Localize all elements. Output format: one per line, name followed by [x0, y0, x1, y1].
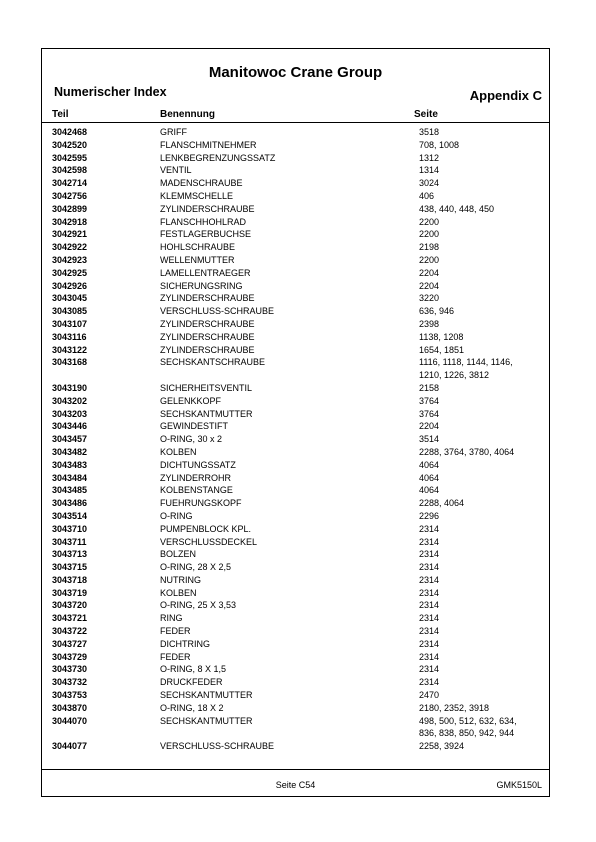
part-name: O-RING [160, 510, 193, 521]
part-number: 3042923 [52, 254, 88, 265]
company-title: Manitowoc Crane Group [208, 64, 383, 81]
table-row [42, 331, 549, 344]
page-reference-line: 2314 [419, 587, 440, 598]
part-number: 3043203 [52, 408, 88, 419]
page-reference-line: 2288, 4064 [419, 498, 465, 509]
page-references [419, 689, 549, 702]
part-name: SECHSKANTMUTTER [160, 715, 253, 726]
table-row [42, 536, 549, 549]
page-reference-line: 2204 [419, 280, 440, 291]
part-number: 3043713 [52, 549, 88, 560]
part-name: O-RING, 8 X 1,5 [160, 664, 227, 675]
part-number: 3043720 [52, 600, 88, 611]
page-references [419, 651, 549, 664]
part-name: ZYLINDERSCHRAUBE [160, 318, 255, 329]
page-references [419, 536, 549, 549]
table-row [42, 676, 549, 689]
part-name: ZYLINDERSCHRAUBE [160, 344, 255, 355]
part-name: FLANSCHMITNEHMER [160, 139, 257, 150]
table-row [42, 228, 549, 241]
section-title: Numerischer Index [54, 85, 167, 99]
part-name: RING [160, 613, 183, 624]
page-reference-line: 2314 [419, 523, 440, 534]
page-references [419, 331, 549, 344]
part-number: 3043870 [52, 702, 88, 713]
part-number: 3043710 [52, 523, 88, 534]
page-reference-line: 406 [419, 190, 435, 201]
part-number: 3042925 [52, 267, 88, 278]
table-row [42, 651, 549, 664]
part-name: VENTIL [160, 165, 192, 176]
table-row [42, 740, 549, 753]
part-number: 3043045 [52, 293, 88, 304]
part-name: O-RING, 25 X 3,53 [160, 600, 237, 611]
part-number: 3043116 [52, 331, 87, 342]
part-number: 3042918 [52, 216, 88, 227]
page-reference-line: 1116, 1118, 1144, 1146, [419, 357, 513, 368]
page-reference-line: 2158 [419, 382, 440, 393]
page-references [419, 254, 549, 267]
table-row [42, 267, 549, 280]
table-row [42, 280, 549, 293]
table-row [42, 638, 549, 651]
page-references [419, 638, 549, 651]
table-row [42, 382, 549, 395]
part-name: WELLENMUTTER [160, 254, 235, 265]
page-references [419, 420, 549, 433]
part-number: 3043727 [52, 638, 88, 649]
page-references [419, 152, 549, 165]
part-number: 3043168 [52, 357, 88, 368]
page-reference-line: 1312 [419, 152, 440, 163]
page-references [419, 280, 549, 293]
part-name: ZYLINDERSCHRAUBE [160, 203, 255, 214]
table-row [42, 663, 549, 676]
footer-divider [42, 769, 549, 770]
part-name: LAMELLENTRAEGER [160, 267, 251, 278]
page-reference-line: 2288, 3764, 3780, 4064 [419, 446, 515, 457]
part-number: 3043202 [52, 395, 88, 406]
part-number: 3043715 [52, 562, 88, 573]
page-references [419, 548, 549, 561]
page-references [419, 139, 549, 152]
table-row [42, 484, 549, 497]
table-row [42, 612, 549, 625]
page-reference-line: 4064 [419, 485, 440, 496]
page-reference-line: 708, 1008 [419, 139, 460, 150]
column-header-page: Seite [414, 109, 438, 120]
page-reference-line: 3764 [419, 395, 440, 406]
part-name: FESTLAGERBUCHSE [160, 229, 252, 240]
page-reference-line: 2200 [419, 216, 440, 227]
part-number: 3042921 [52, 229, 88, 240]
page-reference-line: 2314 [419, 626, 440, 637]
part-number: 3043457 [52, 434, 88, 445]
page-references [419, 177, 549, 190]
page-references [419, 203, 549, 216]
page-frame [41, 48, 550, 797]
part-number: 3043486 [52, 498, 88, 509]
part-number: 3043122 [52, 344, 88, 355]
page-references [419, 382, 549, 395]
table-row [42, 152, 549, 165]
page-references [419, 484, 549, 497]
page-reference-line: 1314 [419, 165, 440, 176]
part-number: 3043107 [52, 318, 88, 329]
page-references [419, 523, 549, 536]
page-references [419, 612, 549, 625]
page-references [419, 267, 549, 280]
part-name: FEDER [160, 651, 191, 662]
part-number: 3042595 [52, 152, 88, 163]
part-name: DRUCKFEDER [160, 677, 223, 688]
page-references [419, 228, 549, 241]
page-references [419, 164, 549, 177]
index-table [42, 126, 549, 753]
page-reference-line: 3024 [419, 178, 440, 189]
table-row [42, 599, 549, 612]
part-name: VERSCHLUSSDECKEL [160, 536, 258, 547]
page-reference-line: 2314 [419, 562, 440, 573]
page-reference-line: 2314 [419, 536, 440, 547]
page-references [419, 625, 549, 638]
table-row [42, 472, 549, 485]
page-reference-line: 2470 [419, 690, 440, 701]
page-references [419, 459, 549, 472]
page-reference-line: 3220 [419, 293, 440, 304]
part-number: 3042926 [52, 280, 88, 291]
page-reference-line: 2314 [419, 613, 440, 624]
table-row [42, 446, 549, 459]
page-reference-line: 438, 440, 448, 450 [419, 203, 495, 214]
table-row [42, 561, 549, 574]
page-references [419, 395, 549, 408]
part-number: 3043753 [52, 690, 88, 701]
table-row [42, 292, 549, 305]
table-row [42, 177, 549, 190]
page-references [419, 446, 549, 459]
table-row [42, 420, 549, 433]
part-name: NUTRING [160, 574, 201, 585]
page-references [419, 241, 549, 254]
page-reference-line: 836, 838, 850, 942, 944 [419, 728, 515, 739]
page-reference-line: 2200 [419, 254, 440, 265]
table-row [42, 254, 549, 267]
part-number: 3043711 [52, 536, 87, 547]
part-name: LENKBEGRENZUNGSSATZ [160, 152, 276, 163]
table-row [42, 689, 549, 702]
page-references [419, 599, 549, 612]
page-reference-line: 2204 [419, 421, 440, 432]
part-number: 3044070 [52, 715, 88, 726]
table-row [42, 356, 549, 382]
footer-model: GMK5150L [496, 780, 542, 790]
table-row [42, 587, 549, 600]
part-name: FEDER [160, 626, 191, 637]
page-references [419, 740, 549, 753]
part-number: 3042714 [52, 178, 88, 189]
page-reference-line: 3518 [419, 127, 440, 137]
page-references [419, 472, 549, 485]
page-reference-line: 2314 [419, 574, 440, 585]
page-reference-line: 3514 [419, 434, 440, 445]
table-row [42, 164, 549, 177]
page-references [419, 561, 549, 574]
part-name: O-RING, 30 x 2 [160, 434, 223, 445]
part-number: 3043482 [52, 446, 88, 457]
part-name: O-RING, 18 X 2 [160, 702, 224, 713]
part-name: O-RING, 28 X 2,5 [160, 562, 232, 573]
part-name: FUEHRUNGSKOPF [160, 498, 242, 509]
part-name: DICHTUNGSSATZ [160, 459, 236, 470]
part-number: 3043729 [52, 651, 88, 662]
table-row [42, 459, 549, 472]
header-divider [42, 122, 549, 123]
page-reference-line: 2398 [419, 318, 440, 329]
column-header-part: Teil [52, 109, 69, 120]
page-reference-line: 4064 [419, 459, 440, 470]
table-row [42, 216, 549, 229]
part-name: SECHSKANTMUTTER [160, 690, 253, 701]
footer-page-number: Seite C54 [275, 780, 316, 790]
page-reference-line: 2314 [419, 651, 440, 662]
page-references [419, 408, 549, 421]
table-row [42, 497, 549, 510]
page-reference-line: 4064 [419, 472, 440, 483]
part-name: VERSCHLUSS-SCHRAUBE [160, 306, 275, 317]
page-references [419, 663, 549, 676]
part-name: ZYLINDERSCHRAUBE [160, 293, 255, 304]
table-row [42, 625, 549, 638]
table-row [42, 395, 549, 408]
part-number: 3043730 [52, 664, 88, 675]
part-name: DICHTRING [160, 638, 210, 649]
page-reference-line: 2198 [419, 242, 440, 253]
page-reference-line: 636, 946 [419, 306, 455, 317]
page-references [419, 497, 549, 510]
page-reference-line: 2314 [419, 664, 440, 675]
part-name: ZYLINDERSCHRAUBE [160, 331, 255, 342]
part-number: 3043732 [52, 677, 88, 688]
page-references [419, 190, 549, 203]
table-row [42, 318, 549, 331]
page-references [419, 574, 549, 587]
part-number: 3042520 [52, 139, 88, 150]
appendix-label: Appendix C [469, 88, 542, 103]
part-number: 3043721 [52, 613, 88, 624]
part-name: GRIFF [160, 127, 187, 137]
part-name: KOLBEN [160, 587, 197, 598]
part-number: 3042899 [52, 203, 88, 214]
page-reference-line: 2314 [419, 638, 440, 649]
part-name: GELENKKOPF [160, 395, 222, 406]
part-name: PUMPENBLOCK KPL. [160, 523, 252, 534]
page-reference-line: 2200 [419, 229, 440, 240]
part-name: SECHSKANTMUTTER [160, 408, 253, 419]
page-references [419, 510, 549, 523]
column-header-name: Benennung [160, 109, 215, 120]
page-reference-line: 2258, 3924 [419, 741, 465, 752]
part-name: KOLBENSTANGE [160, 485, 233, 496]
table-row [42, 548, 549, 561]
table-row [42, 408, 549, 421]
part-name: KOLBEN [160, 446, 197, 457]
table-row [42, 203, 549, 216]
page-reference-line: 498, 500, 512, 632, 634, [419, 715, 517, 726]
page-reference-line: 2296 [419, 510, 440, 521]
page-references [419, 305, 549, 318]
part-name: HOHLSCHRAUBE [160, 242, 236, 253]
part-number: 3043190 [52, 382, 88, 393]
table-row [42, 574, 549, 587]
table-row [42, 433, 549, 446]
table-row [42, 344, 549, 357]
part-number: 3042922 [52, 242, 88, 253]
part-name: SECHSKANTSCHRAUBE [160, 357, 266, 368]
part-name: SICHERHEITSVENTIL [160, 382, 253, 393]
page-reference-line: 1654, 1851 [419, 344, 465, 355]
part-number: 3043718 [52, 574, 88, 585]
part-number: 3042756 [52, 190, 88, 201]
table-row [42, 190, 549, 203]
page-reference-line: 2314 [419, 549, 440, 560]
part-name: ZYLINDERROHR [160, 472, 232, 483]
table-row [42, 702, 549, 715]
page-references [419, 126, 549, 139]
page-references [419, 216, 549, 229]
part-number: 3043485 [52, 485, 88, 496]
part-number: 3042598 [52, 165, 88, 176]
table-row [42, 523, 549, 536]
part-number: 3043446 [52, 421, 88, 432]
page-reference-line: 2204 [419, 267, 440, 278]
part-number: 3043719 [52, 587, 88, 598]
part-number: 3043722 [52, 626, 88, 637]
part-number: 3042468 [52, 127, 88, 137]
table-row [42, 305, 549, 318]
page-references [419, 356, 549, 382]
table-row [42, 126, 549, 139]
page-references [419, 292, 549, 305]
part-name: VERSCHLUSS-SCHRAUBE [160, 741, 275, 752]
part-number: 3043085 [52, 306, 88, 317]
page-references [419, 433, 549, 446]
page-references [419, 702, 549, 715]
page-reference-line: 3764 [419, 408, 440, 419]
page-references [419, 318, 549, 331]
part-name: BOLZEN [160, 549, 197, 560]
page-reference-line: 1138, 1208 [419, 331, 464, 342]
part-name: MADENSCHRAUBE [160, 178, 243, 189]
page-reference-line: 1210, 1226, 3812 [419, 370, 490, 381]
table-row [42, 241, 549, 254]
page-references [419, 587, 549, 600]
part-number: 3043483 [52, 459, 88, 470]
page-reference-line: 2314 [419, 600, 440, 611]
table-row [42, 715, 549, 741]
page-references [419, 715, 549, 741]
page-reference-line: 2314 [419, 677, 440, 688]
part-number: 3043514 [52, 510, 88, 521]
part-number: 3044077 [52, 741, 88, 752]
part-name: GEWINDESTIFT [160, 421, 228, 432]
part-name: SICHERUNGSRING [160, 280, 243, 291]
table-row [42, 139, 549, 152]
part-number: 3043484 [52, 472, 88, 483]
page-references [419, 344, 549, 357]
part-name: FLANSCHHOHLRAD [160, 216, 247, 227]
part-name: KLEMMSCHELLE [160, 190, 234, 201]
page-references [419, 676, 549, 689]
table-row [42, 510, 549, 523]
page-reference-line: 2180, 2352, 3918 [419, 702, 490, 713]
